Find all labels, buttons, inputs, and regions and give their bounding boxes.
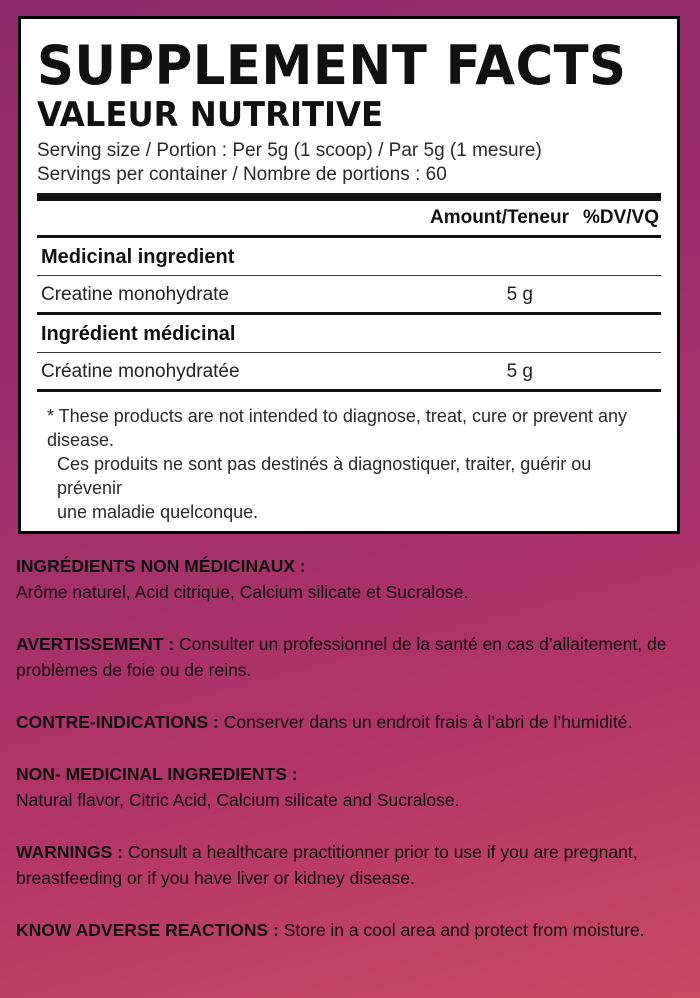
supplement-facts-panel xyxy=(18,16,680,534)
ingredient-amount: 5 g xyxy=(506,284,533,305)
info-paragraph xyxy=(16,761,686,813)
info-text: Consult a healthcare practitionner prior to use if you are pregnant, breastfeeding or if you have liver or kidney disease. xyxy=(16,842,638,888)
disclaimer-line: * These products are not intended to diagnose, treat, cure or prevent any disease. xyxy=(47,406,628,450)
amount-header: Amount/Teneur xyxy=(429,207,569,228)
facts-title: SUPPLEMENT FACTS xyxy=(37,34,627,97)
info-label: NON- MEDICINAL INGREDIENTS : xyxy=(16,764,298,784)
info-label: INGRÉDIENTS NON MÉDICINAUX : xyxy=(16,556,306,576)
serving-size: Serving size / Portion : Per 5g (1 scoop) / Par 5g (1 mesure) xyxy=(37,140,542,161)
section-title-fr: Ingrédient médicinal xyxy=(41,323,236,345)
info-paragraph xyxy=(16,709,686,735)
dv-header: %DV/VQ xyxy=(582,207,659,228)
ingredient-row-en xyxy=(37,276,661,312)
ingredient-name: Creatine monohydrate xyxy=(41,284,229,305)
ingredient-name: Créatine monohydratée xyxy=(41,361,240,382)
ingredient-row-fr xyxy=(37,353,661,389)
info-paragraph xyxy=(16,917,686,943)
info-label: KNOW ADVERSE REACTIONS : xyxy=(16,920,279,940)
ingredient-info xyxy=(16,553,686,969)
info-text: Consulter un professionnel de la santé en cas d’allaitement, de problèmes de foie ou de reins. xyxy=(16,634,667,680)
info-paragraph xyxy=(16,839,686,891)
info-text: Natural flavor, Citric Acid, Calcium silicate and Sucralose. xyxy=(16,790,460,810)
facts-subtitle: VALEUR NUTRITIVE xyxy=(37,95,384,135)
info-paragraph xyxy=(16,553,686,605)
info-text: Conserver dans un endroit frais à l’abri de l’humidité. xyxy=(223,712,633,732)
table-header xyxy=(37,201,661,235)
info-label: CONTRE-INDICATIONS : xyxy=(16,712,219,732)
ingredient-amount: 5 g xyxy=(506,361,533,382)
disclaimer xyxy=(37,392,661,524)
servings-per-container: Servings per container / Nombre de portions : 60 xyxy=(37,164,447,185)
disclaimer-line: une maladie quelconque. xyxy=(57,502,259,522)
section-title-en: Medicinal ingredient xyxy=(41,246,235,268)
divider-thick xyxy=(37,193,661,201)
info-label: WARNINGS : xyxy=(16,842,123,862)
info-text: Arôme naturel, Acid citrique, Calcium silicate et Sucralose. xyxy=(16,582,469,602)
info-paragraph xyxy=(16,631,686,683)
info-label: AVERTISSEMENT : xyxy=(16,634,175,654)
info-text: Store in a cool area and protect from moisture. xyxy=(283,920,645,940)
disclaimer-line: Ces produits ne sont pas destinés à diagnostiquer, traiter, guérir ou prévenir xyxy=(57,454,592,498)
